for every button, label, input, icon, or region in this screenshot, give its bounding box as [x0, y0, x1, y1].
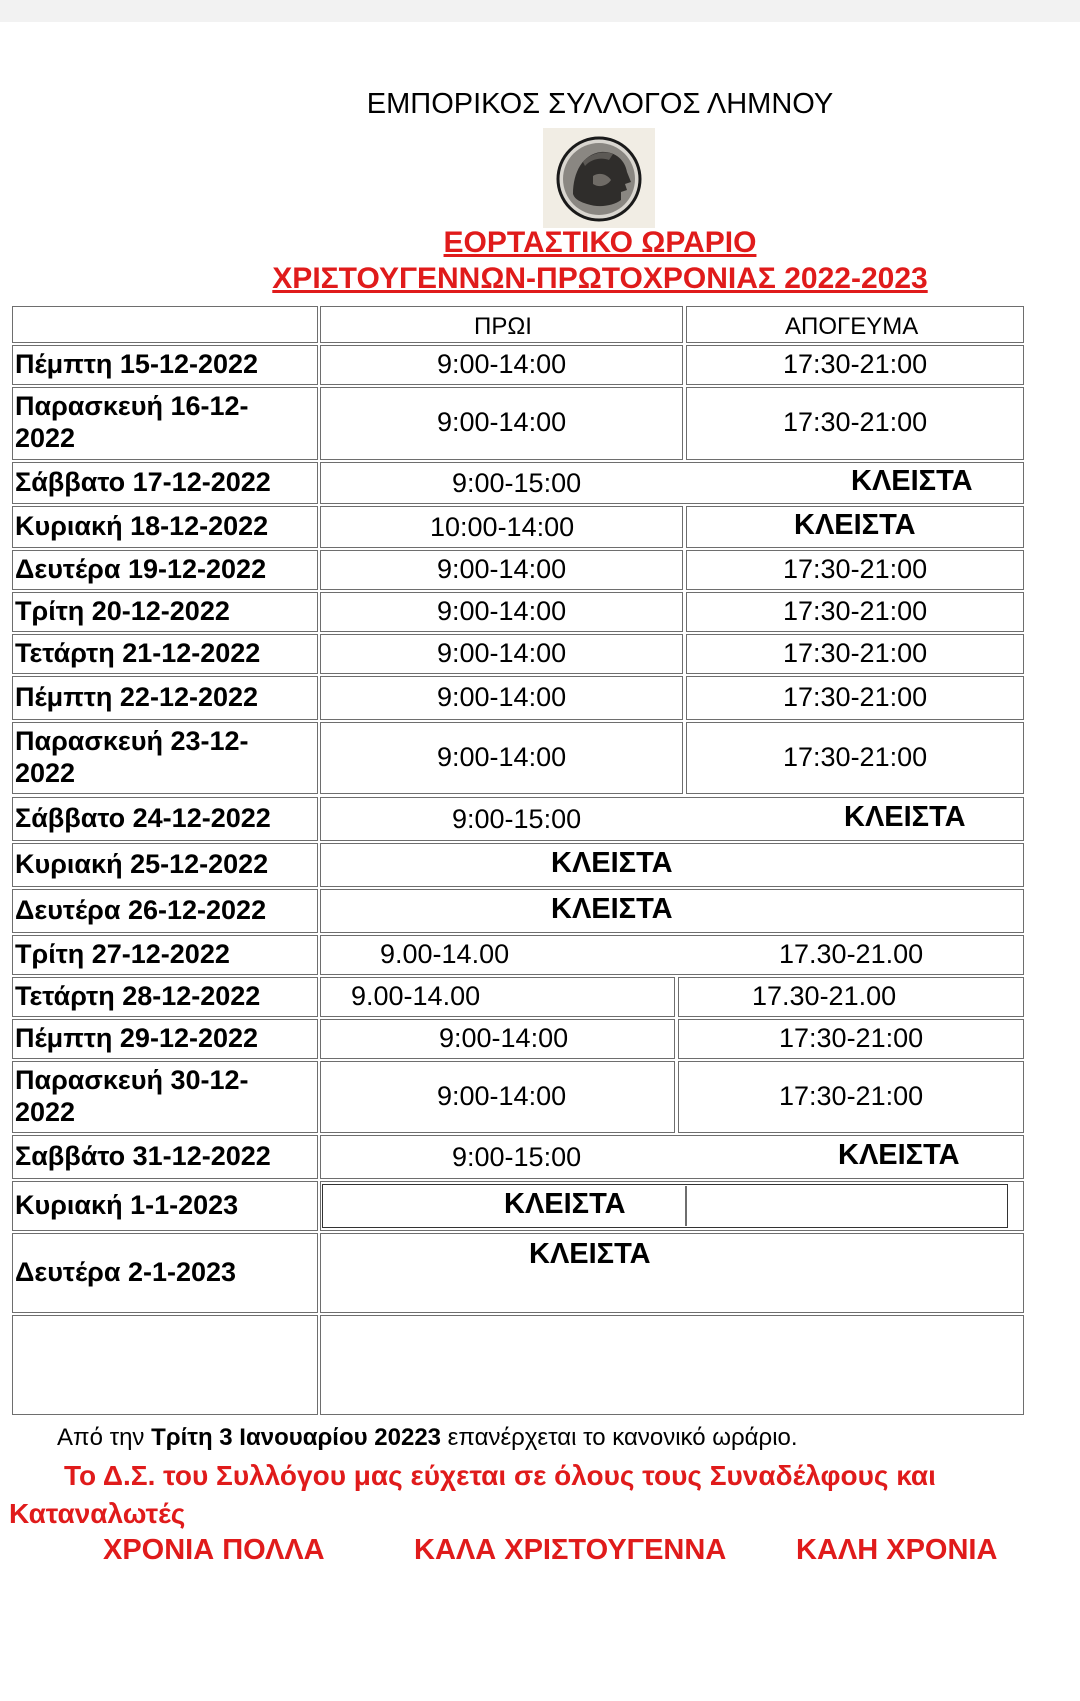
- morning-hours: 9:00-14:00: [437, 596, 567, 626]
- closed-label: ΚΛΕΙΣΤΑ: [838, 1139, 960, 1171]
- closed-label: ΚΛΕΙΣΤΑ: [551, 893, 673, 925]
- closed-cell: [320, 1233, 1024, 1313]
- morning-hours: 9:00-14:00: [437, 682, 567, 712]
- normal-hours-date: Τρίτη 3 Ιανουαρίου 20223: [151, 1424, 442, 1451]
- hermes-logo-image: [543, 128, 655, 228]
- schedule-title: ΕΟΡΤΑΣΤΙΚΟ ΩΡΑΡΙΟ: [443, 226, 757, 259]
- morning-hours: 9:00-14:00: [437, 742, 567, 772]
- afternoon-hours: 17:30-21:00: [783, 742, 928, 772]
- header-morning-cell: [320, 306, 683, 343]
- header-morning: ΠΡΩΙ: [474, 313, 532, 340]
- day-label: Δευτέρα 26-12-2022: [15, 895, 267, 925]
- day-label: Κυριακή 25-12-2022: [15, 849, 269, 879]
- wish-line-2: Καταναλωτές: [9, 1498, 186, 1529]
- afternoon-hours: 17:30-21:00: [779, 1081, 924, 1111]
- normal-hours-note: [57, 1424, 798, 1452]
- morning-hours: 9:00-15:00: [452, 804, 582, 834]
- afternoon-hours: 17:30-21:00: [783, 554, 928, 584]
- day-label: Τετάρτη 28-12-2022: [15, 981, 261, 1011]
- day-label: Δευτέρα 2-1-2023: [15, 1257, 237, 1287]
- afternoon-hours: 17:30-21:00: [783, 596, 928, 626]
- morning-hours: 9:00-14:00: [439, 1023, 569, 1053]
- afternoon-hours: 17:30-21:00: [783, 638, 928, 668]
- afternoon-hours: 17.30-21.00: [752, 981, 897, 1011]
- closed-label: ΚΛΕΙΣΤΑ: [794, 509, 916, 541]
- greeting-many-years: ΧΡΟΝΙΑ ΠΟΛΛΑ: [103, 1534, 325, 1566]
- day-label: Τρίτη 20-12-2022: [15, 596, 230, 626]
- schedule-subtitle: ΧΡΙΣΤΟΥΓΕΝΝΩΝ-ΠΡΩΤΟΧΡΟΝΙΑΣ 2022-2023: [272, 262, 928, 295]
- day-label: Κυριακή 1-1-2023: [15, 1190, 239, 1220]
- morning-hours: 9:00-14:00: [437, 554, 567, 584]
- top-bar: [0, 0, 1080, 22]
- day-label: Κυριακή 18-12-2022: [15, 511, 269, 541]
- morning-hours: 10:00-14:00: [430, 512, 575, 542]
- empty-cell: [320, 1315, 1024, 1415]
- morning-hours: 9:00-15:00: [452, 1142, 582, 1172]
- closed-label: ΚΛΕΙΣΤΑ: [551, 847, 673, 879]
- day-label: Δευτέρα 19-12-2022: [15, 554, 267, 584]
- day-label: Παρασκευή 16-12-2022: [15, 391, 249, 453]
- morning-hours: 9:00-15:00: [452, 468, 582, 498]
- morning-hours: 9:00-14:00: [437, 1081, 567, 1111]
- greeting-merry-christmas: ΚΑΛΑ ΧΡΙΣΤΟΥΓΕΝΝΑ: [414, 1534, 727, 1566]
- day-label: Πέμπτη 22-12-2022: [15, 682, 259, 712]
- normal-hours-prefix: Από την: [57, 1424, 152, 1451]
- header-empty-cell: [12, 306, 318, 343]
- day-label: Τρίτη 27-12-2022: [15, 939, 230, 969]
- morning-hours: 9:00-14:00: [437, 349, 567, 379]
- afternoon-hours: 17:30-21:00: [783, 682, 928, 712]
- day-label: Παρασκευή 30-12-2022: [15, 1065, 249, 1127]
- day-label: Σαββάτο 31-12-2022: [15, 1141, 271, 1171]
- empty-cell: [12, 1315, 318, 1415]
- header-afternoon: ΑΠΟΓΕΥΜΑ: [785, 313, 919, 340]
- day-label: Παρασκευή 23-12-2022: [15, 726, 249, 788]
- wish-line-1: Το Δ.Σ. του Συλλόγου μας εύχεται σε όλους τους Συναδέλφους και: [64, 1460, 936, 1491]
- closed-label: ΚΛΕΙΣΤΑ: [844, 801, 966, 833]
- greeting-happy-new-year: ΚΑΛΗ ΧΡΟΝΙΑ: [796, 1534, 998, 1566]
- day-label: Τετάρτη 21-12-2022: [15, 638, 261, 668]
- closed-label: ΚΛΕΙΣΤΑ: [504, 1188, 626, 1220]
- inner-divider: [685, 1186, 687, 1226]
- closed-label: ΚΛΕΙΣΤΑ: [529, 1238, 651, 1270]
- day-label: Σάββατο 17-12-2022: [15, 467, 271, 497]
- header-afternoon-cell: [686, 306, 1024, 343]
- morning-hours: 9.00-14.00: [351, 981, 481, 1011]
- normal-hours-suffix: επανέρχεται το κανονικό ωράριο.: [441, 1424, 798, 1451]
- afternoon-hours: 17:30-21:00: [783, 407, 928, 437]
- day-label: Σάββατο 24-12-2022: [15, 803, 271, 833]
- afternoon-hours: 17:30-21:00: [779, 1023, 924, 1053]
- afternoon-hours: 17:30-21:00: [783, 349, 928, 379]
- hermes-head-icon: [543, 128, 655, 228]
- organization-name: ΕΜΠΟΡΙΚΟΣ ΣΥΛΛΟΓΟΣ ΛΗΜΝΟΥ: [366, 88, 834, 120]
- morning-hours: 9.00-14.00: [380, 939, 510, 969]
- afternoon-hours: 17.30-21.00: [779, 939, 924, 969]
- day-label: Πέμπτη 29-12-2022: [15, 1023, 259, 1053]
- morning-hours: 9:00-14:00: [437, 407, 567, 437]
- day-label: Πέμπτη 15-12-2022: [15, 349, 259, 379]
- morning-hours: 9:00-14:00: [437, 638, 567, 668]
- inner-box: [322, 1184, 1008, 1228]
- closed-label: ΚΛΕΙΣΤΑ: [851, 465, 973, 497]
